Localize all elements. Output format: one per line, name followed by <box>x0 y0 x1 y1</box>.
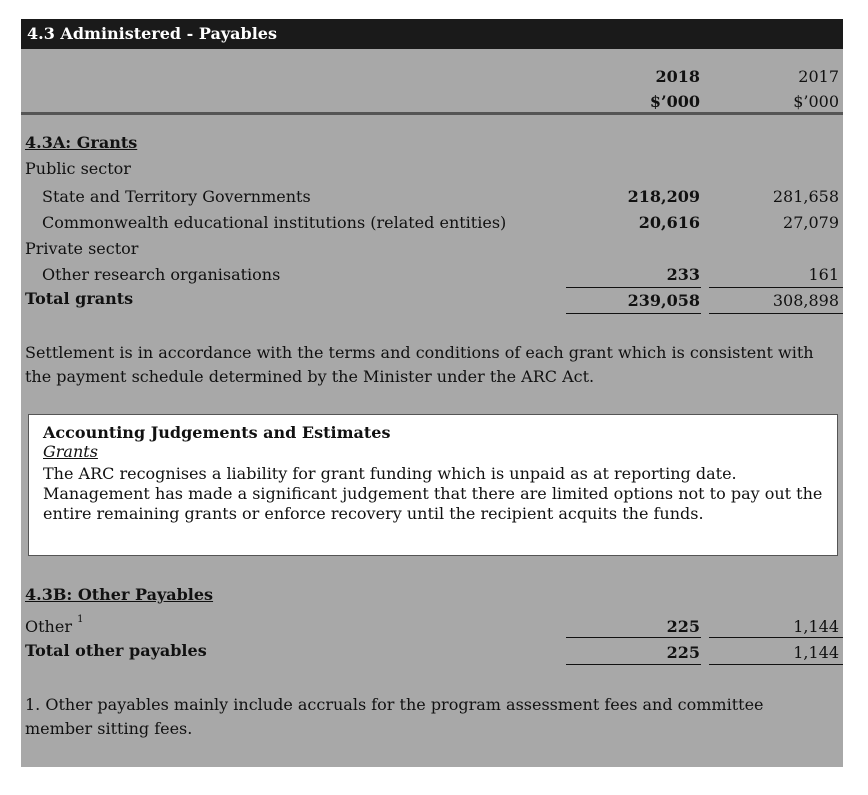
settlement-note: Settlement is in accordance with the terms and conditions of each grant which is consistent with the payment schedule determined by the Minister under the ARC Act. <box>25 343 814 386</box>
other-2017: 1,144 <box>793 617 839 636</box>
footnote-mark: 1 <box>77 614 84 625</box>
total-grants-2018: 239,058 <box>627 291 700 310</box>
other-2018: 225 <box>666 617 700 636</box>
row-2017-commonwealth-edu: 27,079 <box>783 213 839 232</box>
section-title: 4.3 Administered - Payables <box>21 19 843 49</box>
judgements-text: The ARC recognises a liability for grant funding which is unpaid as at reporting date. Management has made a significant judgement that there are limited options not to pay out the entire remaining grants or enforce recovery until the recipient acquits the funds. <box>43 464 823 523</box>
total-other-2017: 1,144 <box>793 643 839 662</box>
judgements-box <box>28 414 838 556</box>
row-2018-commonwealth-edu: 20,616 <box>638 213 700 232</box>
total-rule-2017 <box>709 313 843 314</box>
other-payables-heading: 4.3B: Other Payables <box>25 585 214 604</box>
row-2017-other-research: 161 <box>808 265 839 284</box>
row-label-other-research: Other research organisations <box>42 265 281 284</box>
total-grants-2017: 308,898 <box>772 291 839 310</box>
col-2018-unit: $’000 <box>649 92 700 111</box>
grants-heading: 4.3A: Grants <box>25 133 138 152</box>
subtotal-rule-2018 <box>566 287 701 288</box>
total-other-rule-2017 <box>709 664 843 665</box>
public-sector-label: Public sector <box>25 159 131 178</box>
other-row <box>25 614 84 636</box>
total-other-2018: 225 <box>666 643 700 662</box>
subtotal-rule-2017 <box>709 287 843 288</box>
total-other-label: Total other payables <box>25 641 207 660</box>
other-rule-2017 <box>709 637 843 638</box>
row-label-state-territory: State and Territory Governments <box>42 187 311 206</box>
other-rule-2018 <box>566 637 701 638</box>
col-2018-year: 2018 <box>655 67 700 86</box>
total-other-rule-2018 <box>566 664 701 665</box>
col-2017-unit: $’000 <box>793 92 839 111</box>
row-label-commonwealth-edu: Commonwealth educational institutions (related entities) <box>42 213 507 232</box>
other-label: Other <box>25 617 72 636</box>
footnote-text: 1. Other payables mainly include accruals for the program assessment fees and committee member sitting fees. <box>25 695 764 738</box>
header-rule <box>21 112 843 115</box>
col-2017-year: 2017 <box>798 67 839 86</box>
private-sector-label: Private sector <box>25 239 139 258</box>
row-2017-state-territory: 281,658 <box>772 187 839 206</box>
total-grants-label: Total grants <box>25 289 134 308</box>
total-rule-2018 <box>566 313 701 314</box>
payables-note <box>21 19 843 767</box>
row-2018-state-territory: 218,209 <box>627 187 700 206</box>
judgements-heading: Accounting Judgements and Estimates <box>43 423 391 442</box>
row-2018-other-research: 233 <box>666 265 700 284</box>
judgements-subheading: Grants <box>43 442 98 461</box>
